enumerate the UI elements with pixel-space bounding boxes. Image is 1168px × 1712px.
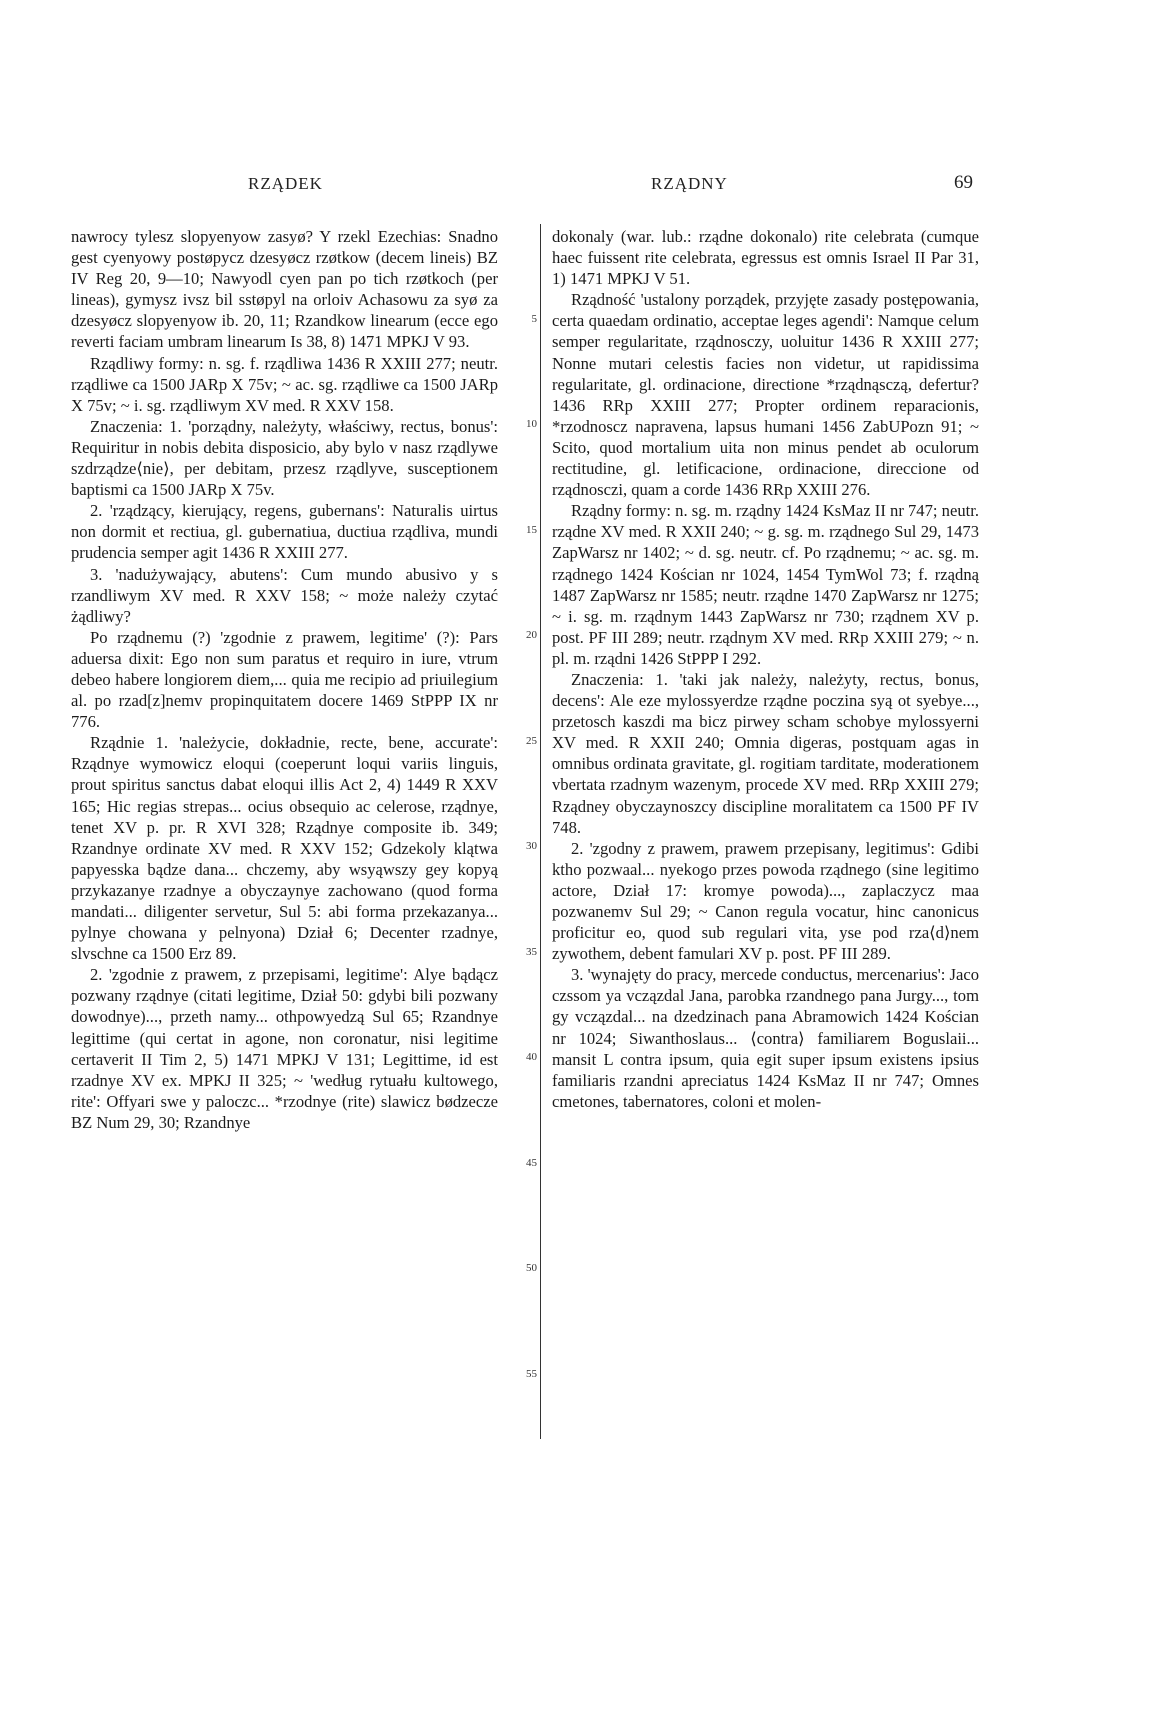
entry-paragraph: Znaczenia: 1. 'taki jak należy, należyty, rectus, bonus, decens': Ale eze mylossyerdze rządne poczina syą ot syebye..., przetosch kaszdi ma bicz pirwey scham schobye mylossyerni XV med. R XXII 240; Omnia digeras, postquam agas in omnibus ordinata gravitate, gl. rogitiam tarditate, moderationem vbertata rzadnym wazenym, procede XV med. RRp XXIII 279; Rządney obyczaynoszcy discipline moralitatem ca 1500 PF IV 748. <box>552 669 979 837</box>
entry-paragraph: 2. 'rządzący, kierujący, regens, gubernans': Naturalis uirtus non dormit et rectiua, gl. gubernatiua, ductiua rządliva, mundi prudencia semper agit 1436 R XXIII 277. <box>71 501 498 563</box>
entry-paragraph: Rządny formy: n. sg. m. rządny 1424 KsMaz II nr 747; neutr. rządne XV med. R XXII 240; ~ g. sg. m. rządnego Sul 29, 1473 ZapWarsz nr 1402; ~ d. sg. neutr. cf. Po rządnemu; ~ ac. sg. m. rządnego 1424 Kościan nr 1024, 1454 TymWol 73; f. rządną 1487 ZapWarsz nr 1585; neutr. rządne 1470 ZapWarsz nr 1275; ~ i. sg. m. rządnym 1443 ZapWarsz nr 730; rządnem XV p. post. PF III 289; neutr. rządnym XV med. RRp XXIII 279; ~ n. pl. m. rządni 1426 StPPP I 292. <box>552 501 979 668</box>
entry-paragraph: Rządnie 1. 'należycie, dokładnie, recte, bene, accurate': Rządnye wymowicz eloqui (coeperunt loqui variis linguis, prout spiritus sanctus dabat eloqui illis Act 2, 4) 1449 R XXV 165; Hic regias strepas... ocius obsequio ac celerose, rządnye, tenet XV p. pr. R XVI 328; Rządnye composite ib. 349; Rzandnye ordinate XV med. R XXV 152; Gdzekoly klątwa papyesska bądze dana... chczemy, aby wsyąwszy gey kopyą przykazanye rzadnye a obyczaynye zachowano (quod forma mandati... diligenter servetur, Sul 5: abi forma przekazanya... pylnye chowana y pelnyona) Dział 6; Decenter rzadnye, slvschne ca 1500 Erz 89. <box>71 733 498 964</box>
left-column <box>71 226 498 1133</box>
line-number: 25 <box>526 735 537 747</box>
entry-paragraph: 2. 'zgodnie z prawem, z przepisami, legitime': Alye bądącz pozwany rządnye (citati legitime, Dział 50: gdybi bili pozwany dowodnye)..., przeth namy... othpowyedzą Sul 65; Rzandnye legittime (qui certat in agone, non coronatur, nisi legitime certaverit II Tim 2, 5) 1471 MPKJ V 131; Legittime, id est rzadnye XV ex. MPKJ II 325; ~ 'według rytuału kultowego, rite': Offyari swe y paloczc... *rzodnye (rite) slawicz bødzecze BZ Num 29, 30; Rzandnye <box>71 965 498 1132</box>
entry-paragraph: dokonaly (war. lub.: rządne dokonalo) rite celebrata (cumque haec fuissent rite celebrata, egressus est omnis Israel II Par 31, 1) 1471 MPKJ V 51. <box>552 227 979 289</box>
entry-paragraph: 3. 'nadużywający, abutens': Cum mundo abusivo y s rzandliwym XV med. R XXV 158; ~ może należy czytać żądliwy? <box>71 564 498 626</box>
right-column <box>552 226 979 1112</box>
line-number: 15 <box>526 524 537 536</box>
entry-paragraph: Po rządnemu (?) 'zgodnie z prawem, legitime' (?): Pars aduersa dixit: Ego non sum paratus et requiro in iure, vtrum debeo habere longiorem diem,... quia me recipio ad priuilegium al. po rzad[z]nemv propinquitatem docere 1469 StPPP IX nr 776. <box>71 627 498 732</box>
line-number: 10 <box>526 418 537 430</box>
line-number: 30 <box>526 840 537 852</box>
entry-paragraph: Znaczenia: 1. 'porządny, należyty, właściwy, rectus, bonus': Requiritur in nobis debita disposicio, aby bylo v nasz rządlywe szdrządze⟨nie⟩, per debitam, przesz rządlyve, susceptionem baptismi ca 1500 JARp X 75v. <box>71 416 498 500</box>
entry-paragraph: 3. 'wynajęty do pracy, mercede conductus, mercenarius': Jaco czssom ya vczązdal Jana, parobka rzandnego pana Jurgy..., tom gy vczązdal... na dzedzinach pana Abramowich 1424 Kościan nr 1024; Siwanthoslaus... ⟨contra⟩ familiarem Boguslaii... mansit L contra ipsum, quia egit super ipsum existens ipsius familiaris rzandni apreciatus 1424 KsMaz II nr 747; Omnes cmetones, tabernatores, coloni et molen- <box>552 965 979 1111</box>
line-number: 5 <box>531 313 537 325</box>
running-header-left: RZĄDEK <box>248 174 323 193</box>
column-divider <box>540 224 541 1439</box>
line-number: 40 <box>526 1051 537 1063</box>
entry-paragraph: Rządliwy formy: n. sg. f. rządliwa 1436 R XXIII 277; neutr. rządliwe ca 1500 JARp X 75v; ~ ac. sg. rządliwe ca 1500 JARp X 75v; ~ i. sg. rządliwym XV med. R XXV 158. <box>71 353 498 415</box>
running-header-right: RZĄDNY <box>651 174 728 193</box>
entry-paragraph: nawrocy tylesz slopyenyow zasyø? Y rzekl Ezechias: Snadno gest cyenyowy postøpycz dzesyøcz rzøtkow (decem lineis) BZ IV Reg 20, 9—10; Nawyodl cyen pan po tich rzøtkoch (per lineas), gymysz ivsz bil sstøpyl na orloiv Achasowu za syø za dzesyøcz slopyenyow ib. 20, 11; Rzandkow linearum (ecce ego reverti faciam umbram linearum Is 38, 8) 1471 MPKJ V 93. <box>71 227 498 352</box>
entry-paragraph: Rządność 'ustalony porządek, przyjęte zasady postępowania, certa quaedam ordinatio, acceptae leges agendi': Namque celum semper regularitate, rządnosczy, uoluitur 1436 R XXIII 277; Nonne mutari celestis facies non videtur, ut rapidissima regularitate, gl. ordinacione, directione *rządnąsczą, defertur? 1436 RRp XXIII 277; Propter ordinem reparacionis, *rzodnoscz napravena, lapsus humani 1456 ZabUPozn 91; ~ Scito, quod mortalium uita non minus pendet ab oculorum rectitudine, gl. letificacione, ordinacione, direccione od rządnosczi, quam a corde 1436 RRp XXIII 276. <box>552 290 979 500</box>
page-number: 69 <box>954 172 973 193</box>
line-number: 50 <box>526 1262 537 1274</box>
entry-paragraph: 2. 'zgodny z prawem, prawem przepisany, legitimus': Gdibi ktho pozwaal... nyekogo przes powoda rządnego (sine legitimo actore, Dział 17: kromye powoda)..., zaplaczycz maa pozwanemv Sul 29; ~ Canon regula vocatur, hinc canonicus proficitur eo, quod sub regulari vita, yse pod rza⟨d⟩nem zywothem, debent famulari XV p. post. PF III 289. <box>552 838 979 964</box>
line-number: 55 <box>526 1368 537 1380</box>
line-number: 20 <box>526 629 537 641</box>
line-number: 35 <box>526 946 537 958</box>
line-number: 45 <box>526 1157 537 1169</box>
